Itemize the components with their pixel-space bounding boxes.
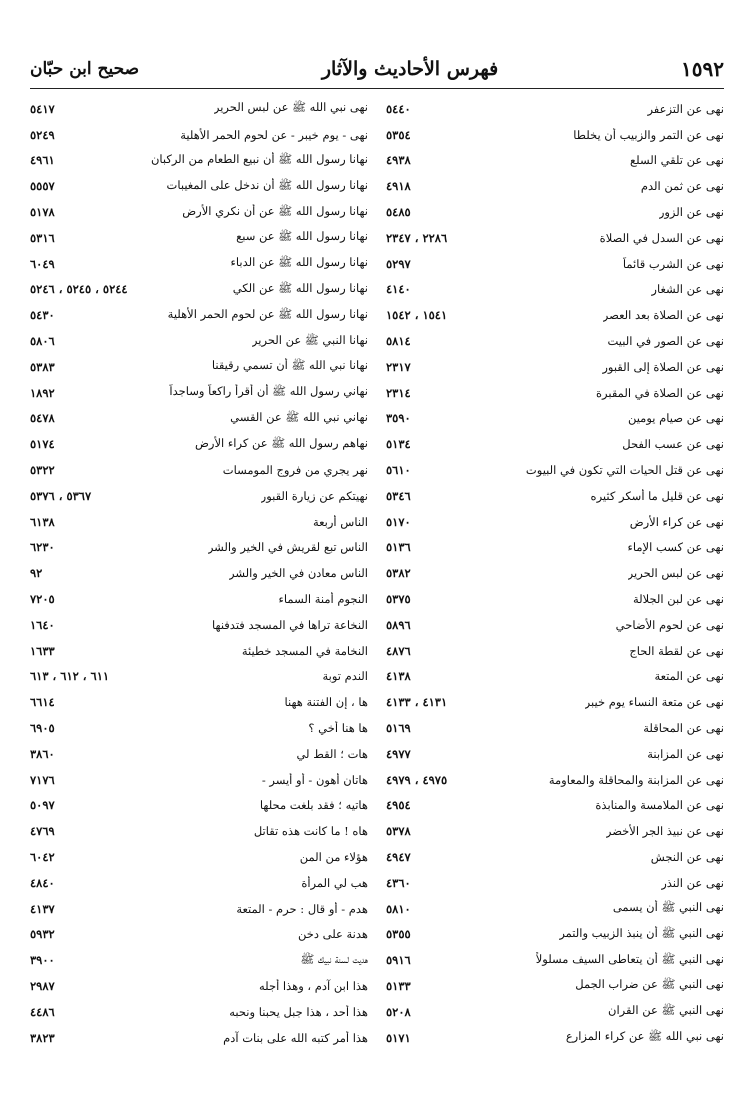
entry-text: نهى عن لحوم الأضاحي: [615, 617, 724, 632]
index-entry: [30, 1025, 368, 1051]
index-entry: [386, 767, 724, 793]
index-entry: [30, 664, 368, 690]
entry-text: نهى عن لقطة الحاج: [629, 643, 724, 658]
index-entry: [30, 509, 368, 535]
entry-text: هاتان أهون - أو أيسر -: [261, 772, 368, 787]
entry-text: النخامة في المسجد خطيئة: [241, 643, 368, 658]
entry-reference-number: ٥١٧٤: [30, 437, 55, 452]
index-entry: [386, 844, 724, 870]
entry-text: هات ؛ القط لي: [296, 746, 368, 761]
index-entry: [386, 96, 724, 122]
index-entry: [386, 973, 724, 999]
index-entry: [386, 199, 724, 225]
index-entry: [30, 560, 368, 586]
entry-reference-number: ٤١٣١ ، ٤١٣٣: [386, 695, 448, 710]
entry-reference-number: ٤٤٨٦: [30, 1004, 55, 1019]
entry-text: نهى عن المزابنة والمحاقلة والمعاومة: [548, 772, 724, 787]
entry-reference-number: ٥٩٣٢: [30, 927, 55, 942]
entry-text: هاه ! ما كانت هذه تقاتل: [253, 824, 368, 839]
entry-text: نهاهم رسول الله ﷺ عن كراء الأرض: [195, 435, 368, 450]
entry-text: نهى النبي ﷺ أن يسمى: [612, 900, 724, 915]
entry-text: الناس أربعة: [312, 514, 368, 529]
entry-reference-number: ٤٨٤٠: [30, 875, 55, 890]
entry-reference-number: ٥٣٦٧ ، ٥٣٧٦: [30, 488, 92, 503]
entry-reference-number: ٤١٣٨: [386, 669, 411, 684]
index-entry: [30, 406, 368, 432]
index-entry: [386, 122, 724, 148]
entry-text: هب لي المرأة: [301, 875, 368, 890]
entry-text: نهانا رسول الله ﷺ عن أن نكري الأرض: [182, 203, 368, 218]
entry-reference-number: ٥٣٨٢: [386, 566, 411, 581]
index-entry: [386, 664, 724, 690]
entry-reference-number: ٤٧٦٩: [30, 824, 55, 839]
entry-text: الناس تبع لقريش في الخير والشر: [207, 540, 368, 555]
entry-reference-number: ٥٣٧٥: [386, 592, 411, 607]
entry-reference-number: ٥١٧١: [386, 1030, 411, 1045]
index-entry: [386, 483, 724, 509]
entry-text: النجوم أمنة السماء: [278, 592, 368, 607]
left-column: [30, 96, 368, 1050]
entry-reference-number: ٥٤٣٠: [30, 308, 55, 323]
entry-reference-number: ٥٢٤٩: [30, 127, 55, 142]
entry-text: الندم توبة: [322, 669, 368, 684]
index-entry: [30, 715, 368, 741]
entry-text: نهى عن الشغار: [651, 282, 724, 297]
entry-text: نهى عن قليل ما أسكر كثيره: [590, 488, 724, 503]
index-entry: [30, 431, 368, 457]
entry-text: نهى نبي الله ﷺ عن كراء المزارع: [565, 1029, 724, 1044]
index-entry: [30, 535, 368, 561]
entry-text: نهى عن كراء الأرض: [629, 514, 724, 529]
index-entry: [30, 354, 368, 380]
entry-reference-number: ٥١٧٠: [386, 514, 411, 529]
entry-reference-number: ٥٦١٠: [386, 463, 411, 478]
entry-text: نهى عن الصلاة في المقبرة: [596, 385, 724, 400]
entry-reference-number: ٤٩٣٨: [386, 153, 411, 168]
entry-reference-number: ٥١٦٩: [386, 721, 411, 736]
entry-text: هذا ابن آدم ، وهذا أجله: [259, 978, 368, 993]
index-entry: [30, 922, 368, 948]
index-entry: [30, 96, 368, 122]
index-entry: [30, 947, 368, 973]
entry-text: هاتيه ؛ فقد بلغت محلها: [259, 798, 368, 813]
entry-text: الناس معادن في الخير والشر: [229, 566, 368, 581]
index-entry: [386, 689, 724, 715]
entry-reference-number: ٥٣٢٢: [30, 463, 55, 478]
entry-text: نهى عن المحاقلة: [643, 721, 724, 736]
entry-reference-number: ٥٣٧٨: [386, 824, 411, 839]
entry-reference-number: ٥١٧٨: [30, 205, 55, 220]
index-entry: [30, 122, 368, 148]
entry-text: نهاني رسول الله ﷺ أن أقرأ راكعاً وساجداً: [169, 384, 368, 399]
index-entry: [386, 148, 724, 174]
entry-reference-number: ٧١٧٦: [30, 772, 55, 787]
entry-text: نهى النبي ﷺ أن ينبذ الزبيب والتمر: [559, 925, 724, 940]
entry-text: نهى عن التزعفر: [647, 101, 724, 116]
entry-reference-number: ٦١٣٨: [30, 514, 55, 529]
index-entry: [30, 148, 368, 174]
index-entry: [30, 767, 368, 793]
entry-text: نهانا رسول الله ﷺ عن لحوم الحمر الأهلية: [167, 306, 368, 321]
index-entry: [386, 431, 724, 457]
index-entry: [386, 922, 724, 948]
index-entry: [386, 406, 724, 432]
entry-text: نهانا النبي ﷺ عن الحرير: [251, 332, 368, 347]
index-entry: [386, 612, 724, 638]
index-columns: [30, 96, 724, 1050]
entry-text: نهى النبي ﷺ عن القران: [608, 1003, 724, 1018]
entry-reference-number: ٥٣٥٤: [386, 127, 411, 142]
entry-reference-number: ٩٢: [30, 566, 43, 581]
index-entry: [30, 277, 368, 303]
index-entry: [386, 818, 724, 844]
index-entry: [386, 999, 724, 1025]
entry-reference-number: ١٥٤١ ، ١٥٤٢: [386, 308, 448, 323]
entry-reference-number: ٦٩٠٥: [30, 721, 55, 736]
entry-reference-number: ٥٠٩٧: [30, 798, 55, 813]
entry-reference-number: ٦١١ ، ٦١٢ ، ٦١٣: [30, 669, 110, 684]
entry-reference-number: ٢٣١٧: [386, 359, 411, 374]
index-entry: [386, 173, 724, 199]
entry-reference-number: ٣٥٩٠: [386, 411, 411, 426]
entry-reference-number: ٣٨٢٣: [30, 1030, 55, 1045]
entry-reference-number: ٥١٣٦: [386, 540, 411, 555]
index-entry: [30, 328, 368, 354]
entry-reference-number: ٥٨١٠: [386, 901, 411, 916]
entry-reference-number: ١٦٤٠: [30, 617, 55, 632]
entry-text: نهى عن ثمن الدم: [640, 179, 724, 194]
entry-text: نهى نبي الله ﷺ عن لبس الحرير: [213, 100, 368, 115]
index-entry: [30, 689, 368, 715]
entry-reference-number: ٥٢٩٧: [386, 256, 411, 271]
entry-text: نهى عن النذر: [661, 875, 724, 890]
entry-reference-number: ٥٢٠٨: [386, 1004, 411, 1019]
index-entry: [386, 302, 724, 328]
index-entry: [386, 741, 724, 767]
entry-reference-number: ٥١٣٣: [386, 978, 411, 993]
entry-reference-number: ٥٨١٤: [386, 334, 411, 349]
index-entry: [386, 535, 724, 561]
page-header: [30, 52, 724, 86]
index-entry: [386, 638, 724, 664]
entry-reference-number: ٤٩٥٤: [386, 798, 411, 813]
entry-text: نهى عن السدل في الصلاة: [599, 230, 724, 245]
entry-text: ها ، إن الفتنة ههنا: [284, 695, 368, 710]
entry-reference-number: ٤٨٧٦: [386, 643, 411, 658]
entry-reference-number: ٢٣١٤: [386, 385, 411, 400]
entry-text: نهى عن الصلاة بعد العصر: [602, 308, 724, 323]
index-entry: [386, 870, 724, 896]
index-entry: [386, 225, 724, 251]
entry-reference-number: ٣٩٠٠: [30, 953, 55, 968]
entry-reference-number: ٥٤٧٨: [30, 411, 55, 426]
entry-reference-number: ٧٢٠٥: [30, 592, 55, 607]
entry-reference-number: ٥٤٤٠: [386, 101, 411, 116]
index-entry: [386, 560, 724, 586]
entry-text: نهى عن قتل الحيات التي تكون في البيوت: [525, 463, 724, 478]
index-entry: [30, 251, 368, 277]
entry-text: نهانا رسول الله ﷺ عن الدباء: [230, 255, 368, 270]
entry-text: ها هنا أخي ؟: [308, 721, 368, 736]
entry-reference-number: ٥٨٠٦: [30, 334, 55, 349]
entry-reference-number: ٤٩١٨: [386, 179, 411, 194]
entry-reference-number: ٦٠٤٩: [30, 256, 55, 271]
entry-reference-number: ٦٢٣٠: [30, 540, 55, 555]
index-title: فهرس الأحاديث والآثار: [321, 58, 499, 80]
entry-text: نهى عن تلقي السلع: [630, 153, 724, 168]
entry-text: نهانا رسول الله ﷺ عن الكي: [232, 280, 368, 295]
index-entry: [30, 638, 368, 664]
index-entry: [386, 277, 724, 303]
index-entry: [386, 793, 724, 819]
index-entry: [386, 715, 724, 741]
index-entry: [386, 509, 724, 535]
index-entry: [386, 1025, 724, 1051]
entry-reference-number: ٢٢٨٦ ، ٢٣٤٧: [386, 230, 448, 245]
entry-reference-number: ٢٩٨٧: [30, 978, 55, 993]
header-rule: [30, 88, 724, 89]
entry-text: هذا أحد ، هذا جبل يحبنا ونحبه: [229, 1004, 368, 1019]
index-entry: [386, 328, 724, 354]
right-column: [386, 96, 724, 1050]
index-entry: [30, 380, 368, 406]
entry-text: نهيتكم عن زيارة القبور: [260, 488, 368, 503]
index-entry: [30, 586, 368, 612]
entry-reference-number: ٤٣٦٠: [386, 875, 411, 890]
entry-reference-number: ٤١٣٧: [30, 901, 55, 916]
entry-text: نهانا نبي الله ﷺ أن تسمي رقيقنا: [211, 358, 368, 373]
index-entry: [30, 457, 368, 483]
entry-text: نهى عن المتعة: [654, 669, 724, 684]
entry-text: نهانا رسول الله ﷺ أن نبيع الطعام من الركبان: [150, 151, 368, 166]
index-entry: [30, 483, 368, 509]
entry-reference-number: ٣٨٦٠: [30, 746, 55, 761]
book-title: صحيح ابن حبّان: [30, 59, 140, 79]
entry-reference-number: ٥٤١٧: [30, 101, 55, 116]
page-number: ١٥٩٢: [681, 57, 724, 81]
index-entry: [30, 999, 368, 1025]
entry-reference-number: ٥٣١٦: [30, 230, 55, 245]
entry-text: نهانا رسول الله ﷺ أن ندخل على المغيبات: [166, 177, 368, 192]
index-entry: [386, 380, 724, 406]
entry-text: نهى عن المزابنة: [647, 746, 724, 761]
index-entry: [386, 586, 724, 612]
index-entry: [30, 199, 368, 225]
entry-text: هذا أمر كتبه الله على بنات آدم: [223, 1030, 368, 1045]
index-entry: [386, 896, 724, 922]
entry-reference-number: ٤٩٦١: [30, 153, 55, 168]
entry-text: نهى عن عسب الفحل: [622, 437, 724, 452]
entry-reference-number: ٥٤٨٥: [386, 205, 411, 220]
entry-text: النخاعة تراها في المسجد فتدفنها: [212, 617, 368, 632]
entry-text: نهى عن متعة النساء يوم خيبر: [584, 695, 724, 710]
entry-text: نهى عن النجش: [650, 850, 724, 864]
index-entry: [386, 354, 724, 380]
entry-text: نهاني نبي الله ﷺ عن القسي: [230, 409, 368, 424]
index-entry: [30, 225, 368, 251]
entry-text: نهى عن صيام يومين: [627, 411, 724, 426]
index-entry: [30, 612, 368, 638]
entry-text: هؤلاء من المن: [299, 850, 368, 864]
entry-reference-number: ٤١٤٠: [386, 282, 411, 297]
entry-reference-number: ٥٢٤٤ ، ٥٢٤٥ ، ٥٢٤٦: [30, 282, 128, 297]
entry-reference-number: ١٦٣٣: [30, 643, 55, 658]
entry-reference-number: ٥٩١٦: [386, 953, 411, 968]
entry-text: نهى - يوم خيبر - عن لحوم الحمر الأهلية: [180, 127, 368, 142]
entry-reference-number: ٤٩٧٧: [386, 746, 411, 761]
entry-text: نهر يجري من فروج المومسات: [222, 463, 368, 478]
entry-text: نهى عن الصلاة إلى القبور: [602, 359, 724, 374]
index-entry: [386, 457, 724, 483]
entry-reference-number: ٦٠٤٢: [30, 850, 55, 864]
entry-reference-number: ٥٣٥٥: [386, 927, 411, 942]
entry-reference-number: ٥١٣٤: [386, 437, 411, 452]
entry-reference-number: ٤٩٧٥ ، ٤٩٧٩: [386, 772, 448, 787]
entry-text: نهى عن الملامسة والمنابذة: [595, 798, 724, 813]
entry-text: نهى عن لبن الجلالة: [632, 592, 724, 607]
entry-text: نهى عن نبيذ الجر الأخضر: [605, 824, 724, 839]
index-entry: [30, 818, 368, 844]
index-entry: [30, 793, 368, 819]
entry-text: نهى عن الصور في البيت: [607, 334, 724, 349]
entry-text: هدنة على دخن: [297, 927, 368, 942]
entry-text: هدم - أو قال : حرم - المتعة: [236, 901, 368, 916]
entry-text: نهى عن الزور: [658, 205, 724, 220]
index-entry: [30, 973, 368, 999]
entry-reference-number: ٥٨٩٦: [386, 617, 411, 632]
entry-text: نهى عن لبس الحرير: [627, 566, 724, 581]
entry-text: نهى عن كسب الإماء: [627, 540, 724, 555]
entry-text: نهانا رسول الله ﷺ عن سبع: [236, 229, 368, 244]
entry-text: نهى عن التمر والزبيب أن يخلطا: [573, 127, 724, 142]
entry-text: نهى النبي ﷺ أن يتعاطى السيف مسلولاً: [535, 951, 724, 966]
entry-reference-number: ٦٦١٤: [30, 695, 55, 710]
index-entry: [30, 844, 368, 870]
index-entry: [30, 896, 368, 922]
entry-reference-number: ٥٥٥٧: [30, 179, 55, 194]
index-entry: [386, 251, 724, 277]
entry-reference-number: ٥٣٨٣: [30, 359, 55, 374]
entry-reference-number: ٥٣٤٦: [386, 488, 411, 503]
index-entry: [386, 947, 724, 973]
entry-text: نهى النبي ﷺ عن ضراب الجمل: [575, 977, 724, 992]
index-entry: [30, 173, 368, 199]
entry-reference-number: ٤٩٤٧: [386, 850, 411, 864]
index-entry: [30, 870, 368, 896]
entry-reference-number: ١٨٩٢: [30, 385, 55, 400]
index-entry: [30, 741, 368, 767]
entry-text: نهى عن الشرب قائماً: [622, 256, 724, 271]
entry-text: هديت لسنة نبيك ﷺ: [300, 951, 368, 966]
index-entry: [30, 302, 368, 328]
